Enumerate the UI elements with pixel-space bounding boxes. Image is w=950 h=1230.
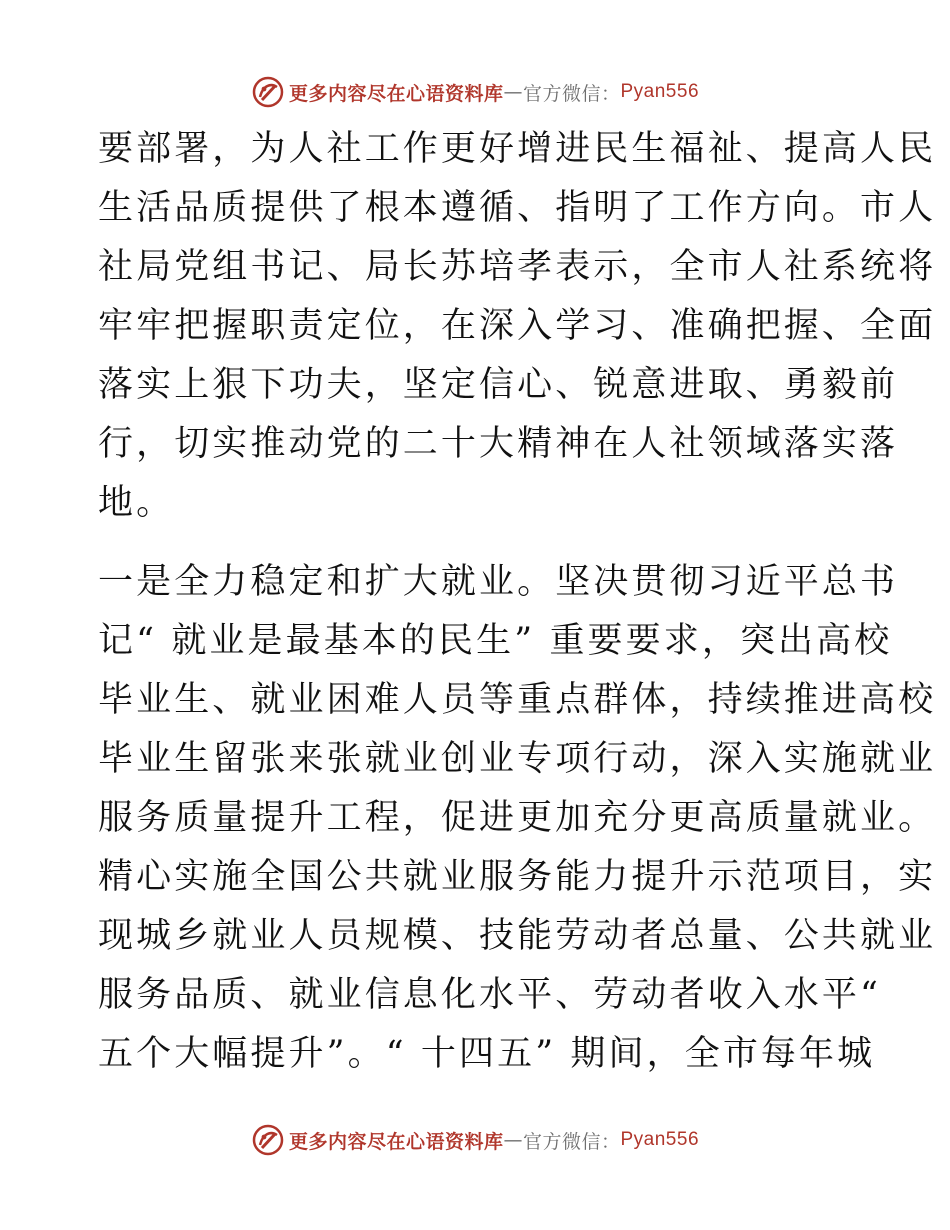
footer-wechat-label: 官方微信： [522,1130,621,1153]
footer-wechat-id: Pyan556 [620,1129,700,1150]
text-line: 落实上狠下功夫，坚定信心、锐意进取、勇毅前 [98,365,899,405]
text-line: 行，切实推动党的二十大精神在人社领域落实落 [98,424,899,464]
header-wechat-id: Pyan556 [620,81,700,102]
header-watermark-banner [0,72,950,112]
brand-logo-icon [251,75,285,109]
paragraph-2 [98,553,937,1084]
paragraph-spacer [98,533,858,553]
document-body [98,120,937,1084]
text-line: 牢牢把握职责定位，在深入学习、准确把握、全面 [98,306,937,346]
text-line: 精心实施全国公共就业服务能力提升示范项目，实 [98,857,937,897]
footer-brand-text: 更多内容尽在心语资料库 [288,1130,504,1153]
text-line: 生活品质提供了根本遵循、指明了工作方向。市人 [98,188,937,228]
text-line: 社局党组书记、局长苏培孝表示，全市人社系统将 [98,247,937,287]
brand-logo-icon [251,1123,285,1157]
text-line: 地。 [98,483,175,523]
text-line: 一是全力稳定和扩大就业。坚决贯彻习近平总书 [98,562,899,602]
header-brand-dash: — [503,81,523,103]
footer-watermark-banner [0,1120,950,1160]
footer-brand-dash: — [503,1129,523,1151]
header-brand-text: 更多内容尽在心语资料库 [288,82,504,105]
text-line: 记“ 就业是最基本的民生” 重要要求，突出高校 [98,621,893,661]
paragraph-1 [98,120,937,533]
text-line: 要部署，为人社工作更好增进民生福祉、提高人民 [98,129,937,169]
text-line: 服务品质、就业信息化水平、劳动者收入水平“ [98,975,881,1015]
header-wechat-label: 官方微信： [522,82,621,105]
text-line: 毕业生留张来张就业创业专项行动，深入实施就业 [98,739,937,779]
text-line: 现城乡就业人员规模、技能劳动者总量、公共就业 [98,916,937,956]
text-line: 毕业生、就业困难人员等重点群体，持续推进高校 [98,680,937,720]
text-line: 服务质量提升工程，促进更加充分更高质量就业。 [98,798,937,838]
text-line: 五个大幅提升”。“ 十四五” 期间，全市每年城 [98,1034,876,1074]
